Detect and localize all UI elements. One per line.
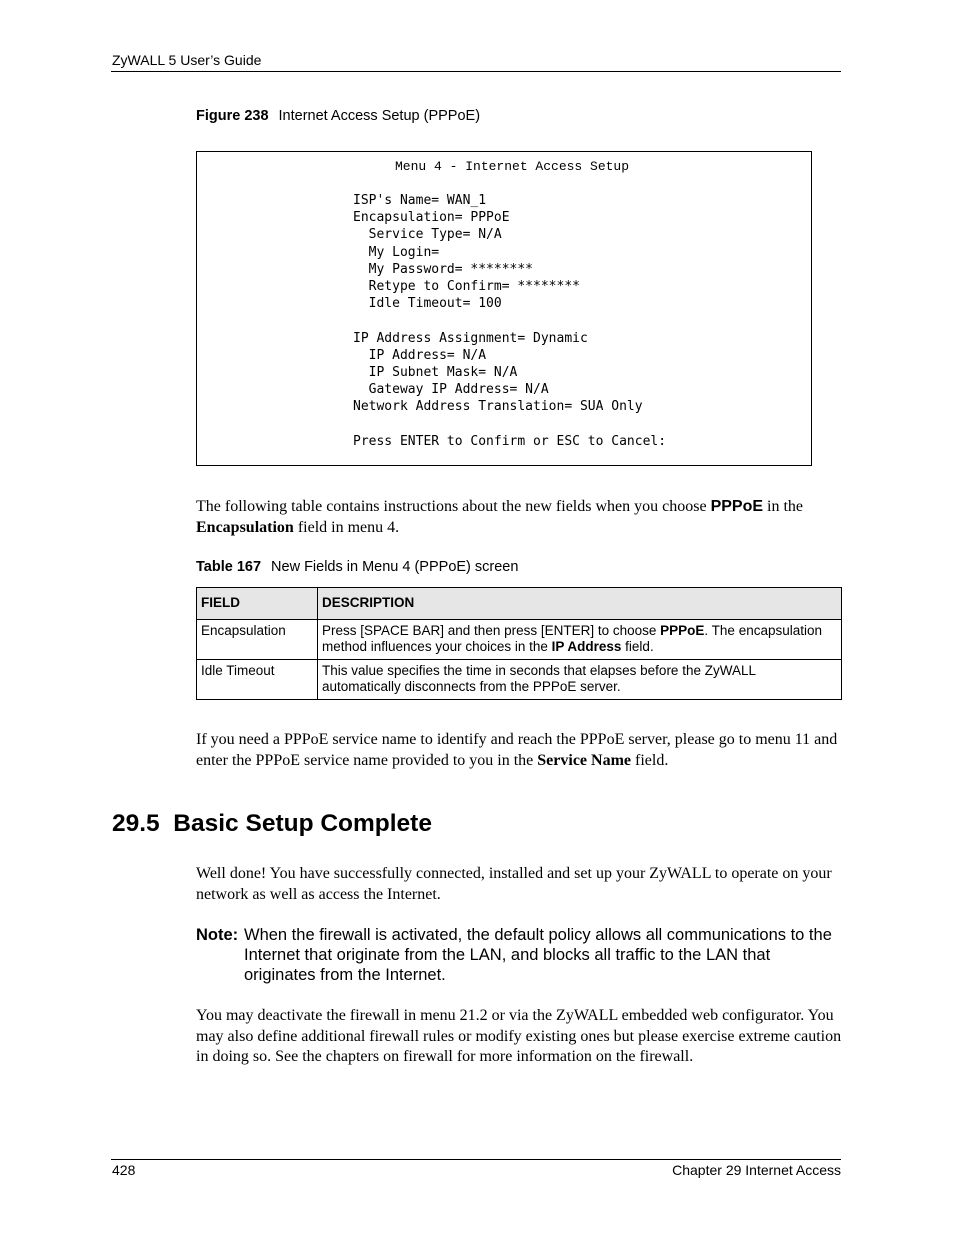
- screen-title: Menu 4 - Internet Access Setup: [395, 159, 630, 174]
- header-rule: [111, 71, 841, 72]
- intro-bold-encapsulation: Encapsulation: [196, 518, 294, 536]
- figure-caption: [196, 108, 480, 124]
- intro-text-3: field in menu 4.: [293, 518, 400, 536]
- desc-text: field.: [621, 639, 654, 654]
- note-text: When the firewall is activated, the default policy allows all communications to the Internet that originate from the LAN, and blocks all traffic to the LAN that originates from the Internet.: [244, 926, 832, 984]
- done-paragraph: Well done! You have successfully connected, installed and set up your ZyWALL to operate on your network as well as access the Internet.: [196, 865, 832, 903]
- section-heading: 29.5 Basic Setup Complete: [112, 810, 432, 837]
- screen-fields: ISP's Name= WAN_1 Encapsulation= PPPoE Service Type= N/A My Login= My Password= ******** Retype to Confirm= ******** Idle Timeout= 100 IP Address Assignment= Dynamic IP Address= N/A IP Subnet Mask= N/A Gateway IP Address= N/A Network Address Translation= SUA Only Press ENTER to Confirm or ESC to Cancel:: [353, 193, 667, 449]
- note-label: Note:: [196, 926, 239, 944]
- description-cell: This value specifies the time in seconds that elapses before the ZyWALL automatically disconnects from the PPPoE server.: [318, 660, 842, 700]
- desc-bold: IP Address: [551, 639, 622, 654]
- service-name-paragraph: [196, 730, 844, 771]
- intro-text-2: in the: [763, 498, 804, 515]
- field-cell: Encapsulation: [197, 620, 318, 660]
- footer-rule: [111, 1159, 841, 1160]
- chapter-footer: Chapter 29 Internet Access: [672, 1162, 841, 1178]
- table-label: Table 167: [196, 559, 262, 575]
- service-text-2: field.: [631, 751, 669, 769]
- intro-bold-pppoe: PPPoE: [710, 498, 764, 515]
- fields-table: [196, 587, 842, 700]
- service-text-1: If you need a PPPoE service name to identify and reach the PPPoE server, please go to menu 11 and enter the PPPoE service name provided to you in the: [196, 731, 838, 769]
- page-number: 428: [112, 1162, 136, 1178]
- figure-caption-text: Internet Access Setup (PPPoE): [278, 108, 481, 124]
- description-cell: [318, 620, 842, 660]
- figure-label: Figure 238: [196, 108, 269, 124]
- terminal-screen: [196, 151, 812, 466]
- running-header: ZyWALL 5 User’s Guide: [112, 52, 262, 68]
- table-caption-text: New Fields in Menu 4 (PPPoE) screen: [271, 559, 519, 575]
- desc-text: . The encapsulation method influences your choices in the: [322, 623, 823, 654]
- col-header-description: DESCRIPTION: [318, 588, 842, 620]
- field-cell: Idle Timeout: [197, 660, 318, 700]
- table-header-row: [197, 588, 842, 620]
- col-header-field: FIELD: [197, 588, 318, 620]
- desc-text: Press [SPACE BAR] and then press [ENTER] to choose: [322, 623, 661, 638]
- desc-bold: PPPoE: [660, 623, 705, 638]
- intro-text-1: The following table contains instructions about the new fields when you choose: [196, 498, 711, 515]
- note-block: [196, 925, 846, 985]
- intro-paragraph: [196, 497, 844, 538]
- table-caption: [196, 559, 518, 575]
- service-bold: Service Name: [537, 751, 631, 769]
- table-row: [197, 620, 842, 660]
- firewall-paragraph: You may deactivate the firewall in menu 21.2 or via the ZyWALL embedded web configurator. You may also define additional firewall rules or modify existing ones but please exercise extreme caution in doing so. See the chapters on firewall for more information on the firewall.: [196, 1007, 842, 1065]
- table-row: [197, 660, 842, 700]
